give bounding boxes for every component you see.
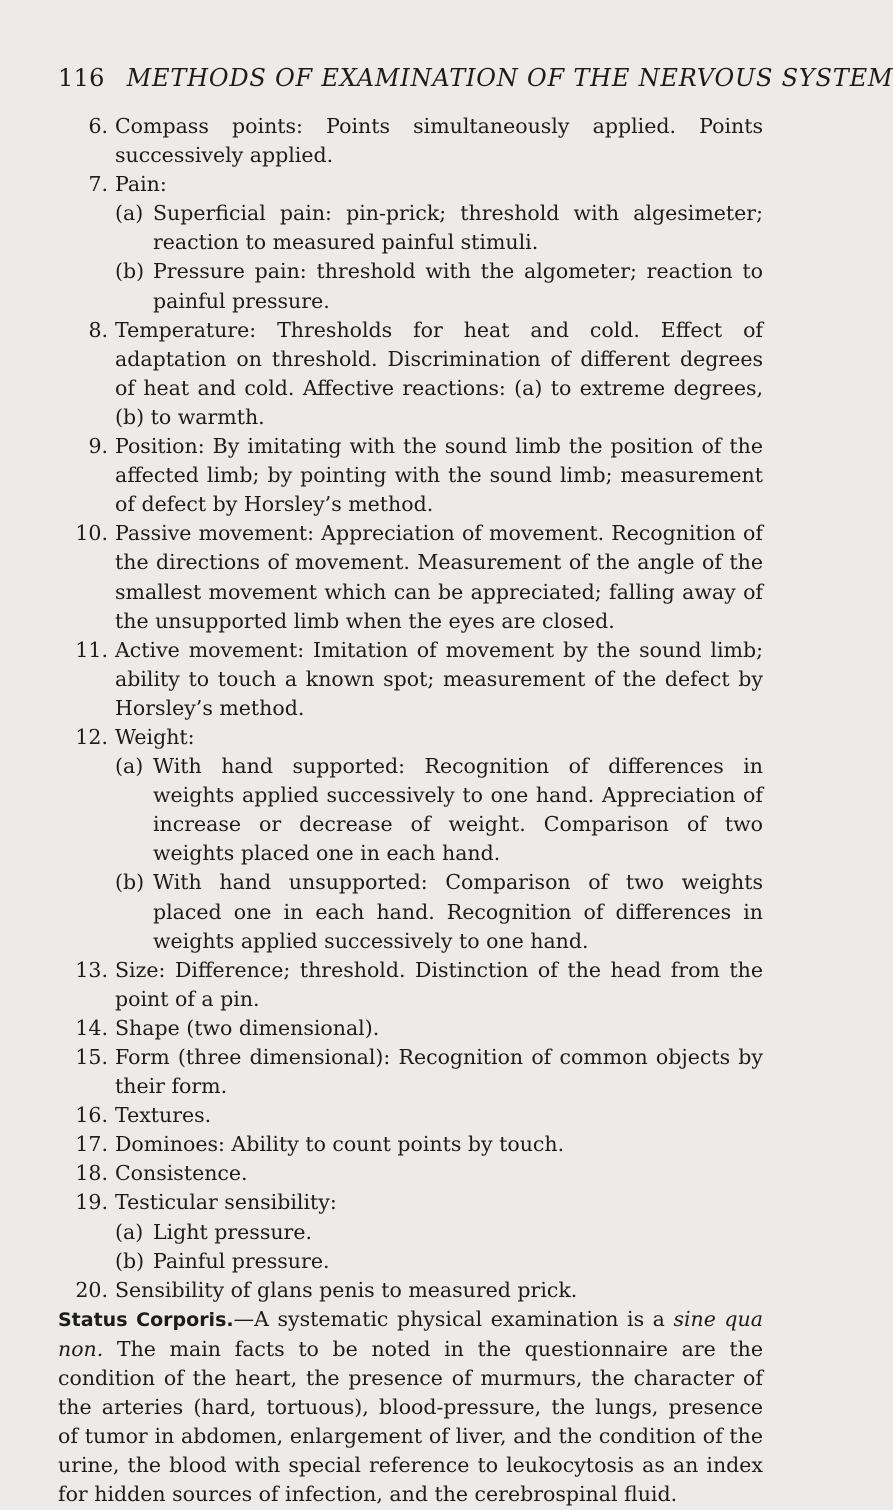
- list-item: [58, 1276, 763, 1305]
- item-text: Form (three dimensional): Recognition of common objects by their form.: [115, 1045, 763, 1099]
- list-item: [58, 1159, 763, 1188]
- item-text: Shape (two dimensional).: [115, 1015, 380, 1040]
- list-item: [58, 1188, 763, 1217]
- list-item: [58, 112, 763, 170]
- item-number: 18.: [75, 1161, 108, 1186]
- item-number: 20.: [75, 1277, 108, 1302]
- item-number: 11.: [75, 637, 108, 662]
- sub-item: [115, 257, 763, 315]
- sub-item-wrapper: [58, 868, 763, 955]
- item-text: Position: By imitating with the sound limb the position of the affected limb; by pointing with the sound limb; measurement of defect by Horsley’s method.: [115, 434, 763, 517]
- item-number: 19.: [75, 1190, 108, 1215]
- sub-item-text: With hand unsupported: Comparison of two weights placed one in each hand. Recognition of differences in weights applied successively to one hand.: [153, 870, 763, 953]
- latin-phrase: sine qua non.: [58, 1306, 763, 1361]
- page-number: 116: [58, 64, 105, 92]
- item-text: Textures.: [115, 1103, 212, 1128]
- item-number: 14.: [75, 1015, 108, 1040]
- sub-item: [115, 1218, 763, 1247]
- running-header: [58, 64, 893, 92]
- item-text: Passive movement: Appreciation of movement. Recognition of the directions of movement. Measurement of the angle of the smallest movement which can be appreciated; falling away of the unsupported limb when the eyes are closed.: [115, 521, 763, 633]
- sub-item-label: (a): [115, 201, 144, 226]
- sub-item-text: With hand supported: Recognition of differences in weights applied successively to one hand. Appreciation of increase or decrease of weight. Comparison of two weights placed one in each hand.: [153, 754, 763, 866]
- closing-lead: —A systematic physical examination is a: [233, 1306, 674, 1331]
- item-number: 8.: [88, 317, 108, 342]
- list-item: [58, 1043, 763, 1101]
- item-number: 13.: [75, 957, 108, 982]
- list-item: [58, 636, 763, 723]
- sub-item-text: Superficial pain: pin-prick; threshold with algesimeter; reaction to measured painful stimuli.: [153, 201, 763, 255]
- sub-item: [115, 1247, 763, 1276]
- item-number: 16.: [75, 1103, 108, 1128]
- item-number: 15.: [75, 1045, 108, 1069]
- sub-item-label: (a): [115, 1219, 144, 1244]
- list-item: [58, 432, 763, 519]
- list-item: [58, 723, 763, 752]
- section-heading: Status Corporis.: [58, 1308, 234, 1331]
- sub-item-label: (b): [115, 1248, 145, 1273]
- item-text: Weight:: [115, 724, 195, 749]
- list-item: [58, 1101, 763, 1130]
- list-item: [58, 519, 763, 635]
- sub-item-wrapper: [58, 1247, 763, 1276]
- item-number: 12.: [75, 724, 108, 749]
- list-item: [58, 170, 763, 199]
- list-item: [58, 1014, 763, 1043]
- item-number: 10.: [75, 521, 108, 546]
- sub-item-text: Pressure pain: threshold with the algometer; reaction to painful pressure.: [153, 259, 763, 313]
- item-text: Dominoes: Ability to count points by touch.: [115, 1132, 565, 1157]
- item-text: Active movement: Imitation of movement by the sound limb; ability to touch a known spot; measurement of the defect by Horsley’s method.: [115, 637, 763, 720]
- sub-item-label: (b): [115, 259, 145, 284]
- sub-item-label: (b): [115, 870, 145, 895]
- item-text: Testicular sensibility:: [115, 1190, 337, 1215]
- numbered-list: [58, 112, 763, 1305]
- closing-paragraph: [58, 1305, 763, 1510]
- sub-item-wrapper: [58, 199, 763, 257]
- item-number: 7.: [88, 172, 108, 197]
- item-text: Size: Difference; threshold. Distinction of the head from the point of a pin.: [115, 957, 763, 1011]
- list-item: [58, 316, 763, 432]
- list-item: [58, 956, 763, 1014]
- sub-item-text: Light pressure.: [153, 1219, 312, 1244]
- sub-item-wrapper: [58, 1218, 763, 1247]
- sub-item: [115, 199, 763, 257]
- item-text: Sensibility of glans penis to measured prick.: [115, 1277, 578, 1302]
- sub-item-wrapper: [58, 257, 763, 315]
- item-number: 9.: [88, 434, 108, 459]
- sub-item-wrapper: [58, 752, 763, 868]
- item-text: Compass points: Points simultaneously applied. Points successively applied.: [115, 114, 763, 168]
- sub-item: [115, 752, 763, 868]
- sub-item-text: Painful pressure.: [153, 1248, 330, 1273]
- item-number: 6.: [88, 114, 108, 138]
- page-body: [58, 112, 763, 1510]
- sub-item: [115, 868, 763, 955]
- item-text: Pain:: [115, 172, 167, 197]
- item-text: Consistence.: [115, 1161, 248, 1186]
- item-number: 17.: [75, 1132, 108, 1157]
- item-text: Temperature: Thresholds for heat and cold. Effect of adaptation on threshold. Discrimination of different degrees of heat and cold. Affective reactions: (a) to extreme degrees, (b) to warmth.: [115, 317, 763, 429]
- running-title: METHODS OF EXAMINATION OF THE NERVOUS SYSTEM: [126, 64, 893, 92]
- list-item: [58, 1130, 763, 1159]
- sub-item-label: (a): [115, 754, 144, 779]
- closing-text: The main facts to be noted in the questionnaire are the condition of the heart, the presence of murmurs, the character of the arteries (hard, tortuous), blood-pressure, the lungs, presence of tumor in abdomen, enlargement of liver, and the condition of the urine, the blood with special reference to leukocytosis as an index for hidden sources of infection, and the cerebrospinal fluid.: [58, 1336, 763, 1507]
